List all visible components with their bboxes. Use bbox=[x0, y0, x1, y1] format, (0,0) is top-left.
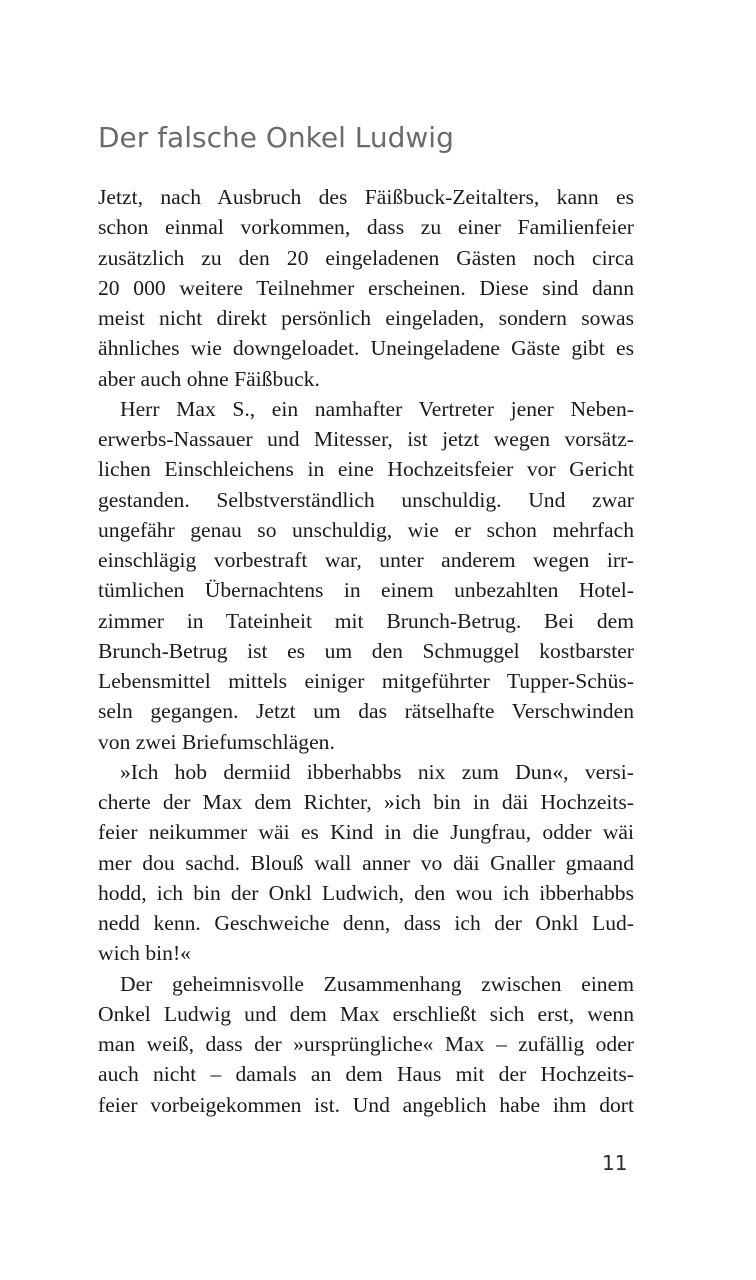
text-line: Der geheimnisvolle Zusammenhang zwischen einem bbox=[120, 971, 634, 996]
text-line: meist nicht direkt persönlich eingeladen, sondern sowas bbox=[98, 306, 634, 330]
text-line: cherte der Max dem Richter, »ich bin in däi Hochzeits- bbox=[98, 790, 634, 814]
text-line: man weiß, dass der »ursprüngliche« Max – zufällig oder bbox=[98, 1032, 634, 1056]
text-line: Herr Max S., ein namhafter Vertreter jener Neben- bbox=[120, 396, 634, 421]
text-line: erwerbs-Nassauer und Mitesser, ist jetzt wegen vorsätz- bbox=[98, 427, 634, 451]
text-line: »Ich hob dermiid ibberhabbs nix zum Dun«, versi- bbox=[120, 759, 634, 784]
page-number: 11 bbox=[602, 1151, 628, 1175]
text-line: Lebensmittel mittels einiger mitgeführter Tupper-Schüs- bbox=[98, 669, 634, 693]
text-line: hodd, ich bin der Onkl Ludwich, den wou ich ibberhabbs bbox=[98, 880, 634, 905]
text-line: mer dou sachd. Blouß wall anner vo däi Gnaller gmaand bbox=[98, 850, 634, 875]
text-line: 20 000 weitere Teilnehmer erscheinen. Diese sind dann bbox=[98, 275, 634, 300]
text-line: gestanden. Selbstverständlich unschuldig. Und zwar bbox=[98, 487, 634, 512]
text-line: Jetzt, nach Ausbruch des Fäißbuck-Zeitalters, kann es bbox=[98, 185, 634, 209]
text-line: feier vorbeigekommen ist. Und angeblich habe ihm dort bbox=[98, 1092, 634, 1117]
text-line: aber auch ohne Fäißbuck. bbox=[98, 366, 320, 391]
text-line: nedd kenn. Geschweiche denn, dass ich der Onkl Lud- bbox=[98, 911, 634, 935]
chapter-title: Der falsche Onkel Ludwig bbox=[98, 121, 454, 154]
text-line: Onkel Ludwig und dem Max erschließt sich erst, wenn bbox=[98, 1001, 634, 1026]
text-line: ähnliches wie downgeloadet. Uneingeladene Gäste gibt es bbox=[98, 336, 634, 361]
text-line: seln gegangen. Jetzt um das rätselhafte Verschwinden bbox=[98, 699, 634, 724]
text-line: zimmer in Tateinheit mit Brunch-Betrug. Bei dem bbox=[98, 608, 634, 633]
text-line: von zwei Briefumschlägen. bbox=[98, 729, 335, 754]
text-line: Brunch-Betrug ist es um den Schmuggel kostbarster bbox=[98, 638, 634, 663]
text-line: wich bin!« bbox=[98, 941, 191, 966]
text-line: feier neikummer wäi es Kind in die Jungfrau, odder wäi bbox=[98, 820, 634, 845]
text-line: einschlägig vorbestraft war, unter anderem wegen irr- bbox=[98, 548, 634, 572]
text-line: tümlichen Übernachtens in einem unbezahlten Hotel- bbox=[98, 578, 634, 603]
body-text bbox=[98, 182, 634, 1120]
text-line: ungefähr genau so unschuldig, wie er schon mehrfach bbox=[98, 517, 634, 542]
text-line: auch nicht – damals an dem Haus mit der Hochzeits- bbox=[98, 1062, 634, 1087]
text-line: lichen Einschleichens in eine Hochzeitsfeier vor Gericht bbox=[98, 457, 634, 482]
text-line: schon einmal vorkommen, dass zu einer Familienfeier bbox=[98, 215, 634, 240]
text-line: zusätzlich zu den 20 eingeladenen Gästen noch circa bbox=[98, 245, 634, 270]
